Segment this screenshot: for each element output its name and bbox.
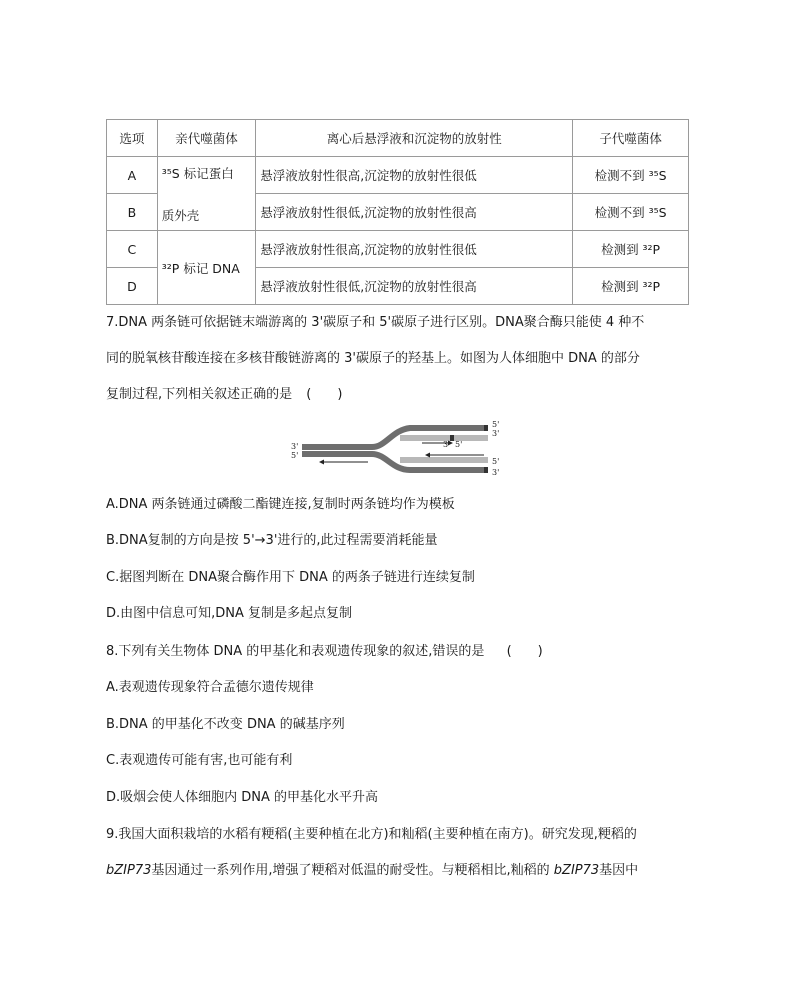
q7-line3	[106, 386, 342, 404]
q9-gene-name-2: bZIP73	[553, 863, 600, 878]
q9-line2	[106, 862, 638, 880]
q7-option-d: D.由图中信息可知,DNA 复制是多起点复制	[106, 606, 353, 621]
label-upper-end-bottom: 3'	[492, 429, 500, 438]
label-upper-mid-right: 5'	[455, 440, 463, 449]
q9-gene-name: bZIP73	[106, 863, 152, 878]
q8-option-a: A.表观遗传现象符合孟德尔遗传规律	[106, 680, 314, 695]
row-result: 悬浮液放射性很低,沉淀物的放射性很高	[256, 194, 573, 231]
label-lower-end-top: 5'	[492, 457, 500, 466]
q8-answer-paren: ( )	[506, 644, 543, 659]
header-child: 子代噬菌体	[573, 120, 689, 157]
row-result: 悬浮液放射性很高,沉淀物的放射性很低	[256, 231, 573, 268]
q8-stem	[106, 643, 543, 661]
q7-line2: 同的脱氧核苷酸连接在多核苷酸链游离的 3'碳原子的羟基上。如图为人体细胞中 DNA 的部分	[106, 351, 640, 366]
q8-option-c: C.表观遗传可能有害,也可能有利	[106, 753, 293, 768]
row-option: D	[107, 268, 158, 305]
row-child: 检测不到 ³⁵S	[573, 157, 689, 194]
row-child: 检测不到 ³⁵S	[573, 194, 689, 231]
parent-s35-line1: ³⁵S 标记蛋白	[161, 165, 234, 181]
upper-end-cap	[484, 425, 488, 431]
table-row	[107, 231, 689, 268]
label-left-bottom: 5'	[291, 451, 299, 460]
row-child: 检测到 ³²P	[573, 231, 689, 268]
parent-strand-top	[302, 444, 372, 450]
parent-cell-s35	[157, 157, 256, 231]
header-parent: 亲代噬菌体	[157, 120, 256, 157]
q9-line1: 9.我国大面积栽培的水稻有粳稻(主要种植在北方)和籼稻(主要种植在南方)。研究发现,粳稻的	[106, 827, 637, 842]
label-upper-mid-left: 3'	[443, 440, 451, 449]
lower-end-cap	[484, 467, 488, 473]
fork-direction-arrowhead	[319, 460, 324, 465]
label-upper-end-top: 5'	[492, 420, 500, 429]
row-option: A	[107, 157, 158, 194]
row-child: 检测到 ³²P	[573, 268, 689, 305]
lower-arrowhead	[425, 453, 430, 458]
label-lower-end-bottom: 3'	[492, 468, 500, 477]
q7-answer-paren: ( )	[306, 387, 343, 402]
parent-strand-bottom	[302, 451, 372, 457]
q8-stem-text: 8.下列有关生物体 DNA 的甲基化和表观遗传现象的叙述,错误的是	[106, 644, 485, 659]
header-result: 离心后悬浮液和沉淀物的放射性	[256, 120, 573, 157]
row-result: 悬浮液放射性很低,沉淀物的放射性很高	[256, 268, 573, 305]
q7-option-b: B.DNA复制的方向是按 5'→3'进行的,此过程需要消耗能量	[106, 533, 438, 548]
dna-replication-fork-diagram	[288, 418, 504, 480]
parent-cell-p32: ³²P 标记 DNA	[157, 231, 256, 305]
q9-line2-text-b: 基因中	[599, 863, 639, 878]
q9-line2-text-a: 基因通过一系列作用,增强了粳稻对低温的耐受性。与粳稻相比,籼稻的	[151, 863, 554, 878]
q7-line1: 7.DNA 两条链可依据链末端游离的 3'碳原子和 5'碳原子进行区别。DNA聚合酶只能使 4 种不	[106, 315, 645, 330]
experiment-table	[106, 119, 689, 305]
row-result: 悬浮液放射性很高,沉淀物的放射性很低	[256, 157, 573, 194]
q7-stem-end: 复制过程,下列相关叙述正确的是	[106, 387, 293, 402]
table-header-row	[107, 120, 689, 157]
q8-option-d: D.吸烟会使人体细胞内 DNA 的甲基化水平升高	[106, 790, 379, 805]
q8-option-b: B.DNA 的甲基化不改变 DNA 的碱基序列	[106, 717, 345, 732]
parent-s35-line2: 质外壳	[161, 207, 200, 223]
upper-fragment-junction	[450, 435, 454, 441]
table-row	[107, 157, 689, 194]
q7-option-a: A.DNA 两条链通过磷酸二酯键连接,复制时两条链均作为模板	[106, 497, 455, 512]
header-option: 选项	[107, 120, 158, 157]
row-option: C	[107, 231, 158, 268]
row-option: B	[107, 194, 158, 231]
label-left-top: 3'	[291, 442, 299, 451]
q7-option-c: C.据图判断在 DNA聚合酶作用下 DNA 的两条子链进行连续复制	[106, 570, 475, 585]
